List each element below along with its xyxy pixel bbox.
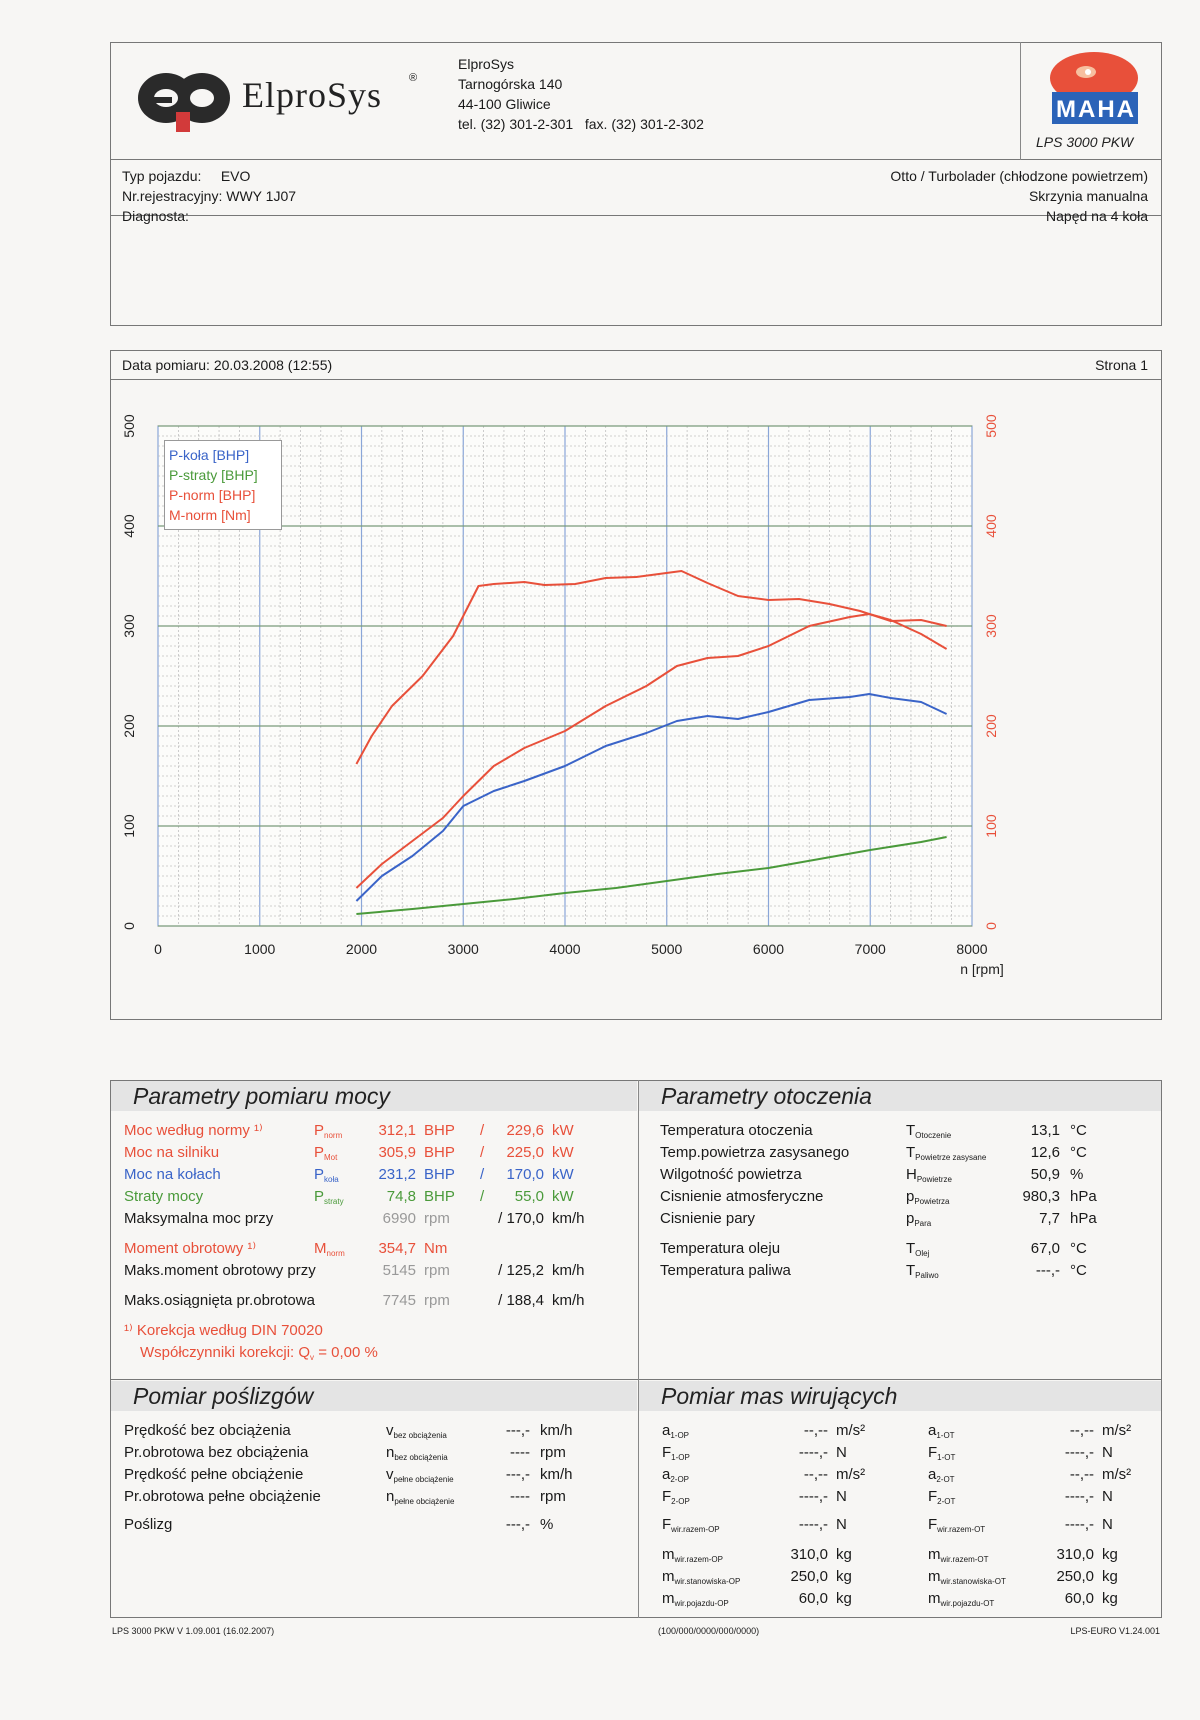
mass-op-row xyxy=(662,1420,912,1441)
power-row-kw-unit: kW xyxy=(552,1188,574,1205)
power-row-label: Moc według normy ¹⁾ xyxy=(124,1122,263,1139)
x-tick-label: 6000 xyxy=(752,941,785,957)
force-op-row xyxy=(662,1514,912,1535)
mass-ot-row-value: --,-- xyxy=(1069,1422,1094,1439)
mass-ot-row-symbol: $F_{1-OT}$ xyxy=(928,1444,956,1462)
force-ot-row-unit: N xyxy=(1102,1516,1113,1533)
slip-row-value: ---- xyxy=(510,1444,530,1461)
ambient-row-value: 13,1 xyxy=(1030,1122,1060,1139)
report-sheet xyxy=(110,42,1162,1636)
footer-center: (100/000/0000/000/0000) xyxy=(658,1626,760,1636)
bench-model: LPS 3000 PKW xyxy=(1036,134,1134,150)
mass-ot-total-row-symbol: $m_{wir.razem-OT}$ xyxy=(928,1546,989,1564)
mass-ot-total-row-symbol-sub: wir.stanowiska-OT xyxy=(940,1577,1006,1586)
slip-row xyxy=(124,1442,624,1463)
max-torque-row-speed-unit: km/h xyxy=(552,1262,585,1279)
power-row-sep: / xyxy=(480,1122,485,1139)
ambient-row xyxy=(660,1186,1150,1207)
power-row xyxy=(124,1164,624,1185)
power-row-kw-unit: kW xyxy=(552,1122,574,1139)
slip-total-row-label: Poślizg xyxy=(124,1516,173,1533)
ambient-row xyxy=(660,1208,1150,1229)
company-tel: tel. (32) 301-2-301 xyxy=(458,116,574,132)
ambient-row-symbol-sub: Powietrze zasysane xyxy=(915,1153,987,1162)
mass-ot-row-unit: m/s² xyxy=(1102,1422,1132,1439)
max-rpm-row-speed: / 188,4 xyxy=(498,1292,544,1309)
max-power-row-rpm-unit: rpm xyxy=(424,1210,450,1227)
power-row-symbol-sub: straty xyxy=(324,1197,344,1206)
slip-row-label: Pr.obrotowa pełne obciążenie xyxy=(124,1488,321,1505)
ambient-row-label: Temperatura paliwa xyxy=(660,1262,791,1279)
power-row-bhp: 74,8 xyxy=(386,1188,416,1205)
slip-row-label: Prędkość bez obciążenia xyxy=(124,1422,291,1439)
x-tick-label: 2000 xyxy=(345,941,378,957)
force-ot-row-symbol: $F_{wir.razem-OT}$ xyxy=(928,1516,986,1534)
force-ot-row xyxy=(928,1514,1178,1535)
y-tick-label-left: 500 xyxy=(121,414,137,438)
power-row-symbol: $P_{straty}$ xyxy=(314,1188,344,1206)
mass-op-row xyxy=(662,1442,912,1463)
mass-op-total-row xyxy=(662,1588,912,1609)
ambient-row-value: 980,3 xyxy=(1022,1188,1060,1205)
mass-ot-row-symbol-sub: 2-OT xyxy=(936,1475,955,1484)
force-op-row-unit: N xyxy=(836,1516,847,1533)
legend-p-kola: P-koła [BHP] xyxy=(169,447,250,463)
ambient-row-symbol: $p_{Powietrza}$ xyxy=(906,1188,950,1206)
logo-text: ElproSys xyxy=(242,75,383,115)
company-street: Tarnogórska 140 xyxy=(458,76,563,92)
mass-ot-row xyxy=(928,1442,1178,1463)
y-tick-label-left: 0 xyxy=(121,922,137,930)
mass-op-row-symbol-sub: 2-OP xyxy=(670,1475,690,1484)
slip-row-symbol: $v_{bez obciążenia}$ xyxy=(386,1422,447,1440)
mass-op-row-unit: m/s² xyxy=(836,1422,866,1439)
power-row-symbol-sub: Mot xyxy=(324,1153,338,1162)
slip-row xyxy=(124,1464,624,1485)
ambient-row xyxy=(660,1142,1150,1163)
mass-ot-row-symbol-sub: 1-OT xyxy=(936,1431,955,1440)
chart-legend xyxy=(164,440,282,530)
slip-row-symbol-sub: pełne obciążenie xyxy=(393,1475,454,1484)
max-rpm-row-rpm-unit: rpm xyxy=(424,1292,450,1309)
x-tick-label: 5000 xyxy=(651,941,683,957)
correction-factor-label: Współczynniki korekcji: Q xyxy=(140,1344,311,1361)
ambient-row-symbol: $T_{Olej}$ xyxy=(906,1240,930,1258)
ambient-row-label: Cisnienie atmosferyczne xyxy=(660,1188,824,1205)
elprosys-logo: ElproSys ® xyxy=(134,64,424,134)
diag-label: Diagnosta: xyxy=(122,208,189,224)
ambient-row xyxy=(660,1260,1150,1281)
y-tick-label-right: 300 xyxy=(983,614,999,638)
mass-ot-row-symbol: $a_{1-OT}$ xyxy=(928,1422,955,1440)
power-row-bhp: 305,9 xyxy=(378,1144,416,1161)
slip-row-symbol-sub: bez obciążenia xyxy=(394,1453,448,1462)
mass-op-total-row-symbol: $m_{wir.stanowiska-OP}$ xyxy=(662,1568,741,1586)
force-op-row-symbol-sub: wir.razem-OP xyxy=(671,1525,720,1534)
slip-row-symbol-sub: pełne obciążenie xyxy=(394,1497,455,1506)
power-row-sep: / xyxy=(480,1188,485,1205)
power-row-sep: / xyxy=(480,1144,485,1161)
mass-ot-row-symbol-sub: 2-OT xyxy=(937,1497,956,1506)
correction-note: ¹⁾ Korekcja według DIN 70020 xyxy=(124,1322,323,1339)
ambient-row-label: Temperatura otoczenia xyxy=(660,1122,813,1139)
slip-row-symbol: $n_{bez obciążenia}$ xyxy=(386,1444,448,1462)
drive-type: Napęd na 4 koła xyxy=(1046,208,1148,224)
ambient-section-title: Parametry otoczenia xyxy=(639,1081,1161,1111)
slip-row xyxy=(124,1486,624,1507)
torque-value: 354,7 xyxy=(378,1240,416,1257)
max-torque-row-rpm-unit: rpm xyxy=(424,1262,450,1279)
ambient-row-unit: °C xyxy=(1070,1262,1087,1279)
ambient-row-unit: °C xyxy=(1070,1144,1087,1161)
mass-ot-row-unit: m/s² xyxy=(1102,1466,1132,1483)
ambient-row-symbol-sub: Para xyxy=(914,1219,932,1228)
ambient-row xyxy=(660,1120,1150,1141)
max-rpm-row-speed-unit: km/h xyxy=(552,1292,585,1309)
mass-op-row-symbol-sub: 1-OP xyxy=(670,1431,690,1440)
slip-row-value: ---- xyxy=(510,1488,530,1505)
torque-label: Moment obrotowy ¹⁾ xyxy=(124,1240,257,1257)
mass-op-row xyxy=(662,1486,912,1507)
power-row-bhp-unit: BHP xyxy=(424,1188,455,1205)
power-row-kw: 55,0 xyxy=(514,1188,544,1205)
mass-op-total-row-symbol-sub: wir.pojazdu-OP xyxy=(674,1599,729,1608)
power-row-bhp: 231,2 xyxy=(378,1166,416,1183)
power-row-symbol-sub: norm xyxy=(324,1131,343,1140)
mass-ot-total-row xyxy=(928,1566,1178,1587)
power-row-symbol: $P_{Mot}$ xyxy=(314,1144,338,1162)
mass-op-row-symbol-sub: 2-OP xyxy=(671,1497,690,1506)
mass-ot-total-row-unit: kg xyxy=(1102,1568,1118,1585)
x-axis-label: n [rpm] xyxy=(960,961,1004,977)
mass-ot-row-unit: N xyxy=(1102,1444,1113,1461)
gearbox-type: Skrzynia manualna xyxy=(1028,188,1148,204)
max-rpm-row xyxy=(124,1290,624,1311)
max-power-row xyxy=(124,1208,624,1229)
mass-ot-total-row-symbol-sub: wir.pojazdu-OT xyxy=(940,1599,995,1608)
max-rpm-row-rpm: 7745 xyxy=(382,1292,416,1309)
power-row-kw: 229,6 xyxy=(506,1122,544,1139)
mass-ot-total-row-symbol: $m_{wir.stanowiska-OT}$ xyxy=(928,1568,1006,1586)
mass-ot-row-symbol: $F_{2-OT}$ xyxy=(928,1488,956,1506)
maha-logo xyxy=(1030,48,1156,156)
ambient-row xyxy=(660,1238,1150,1259)
slip-section-title: Pomiar poślizgów xyxy=(111,1381,637,1411)
mass-ot-row xyxy=(928,1464,1178,1485)
mass-op-row-symbol: $F_{1-OP}$ xyxy=(662,1444,690,1462)
mass-op-total-row-symbol-sub: wir.razem-OP xyxy=(674,1555,723,1564)
max-power-row-speed: / 170,0 xyxy=(498,1210,544,1227)
y-tick-label-right: 100 xyxy=(983,814,999,838)
mass-ot-total-row-value: 250,0 xyxy=(1056,1568,1094,1585)
company-fax: fax. (32) 301-2-302 xyxy=(584,116,704,132)
mass-op-row-unit: m/s² xyxy=(836,1466,866,1483)
footer-left: LPS 3000 PKW V 1.09.001 (16.02.2007) xyxy=(112,1626,275,1636)
y-tick-label-right: 400 xyxy=(983,514,999,538)
slip-row-unit: km/h xyxy=(540,1466,573,1483)
slip-row-value: ---,- xyxy=(505,1466,530,1483)
mass-op-row-symbol-sub: 1-OP xyxy=(671,1453,690,1462)
ambient-row-symbol: $T_{Paliwo}$ xyxy=(906,1262,939,1280)
slip-total-row-unit: % xyxy=(540,1516,554,1533)
power-row-label: Moc na silniku xyxy=(124,1144,220,1161)
slip-total-row-value: ---,- xyxy=(505,1516,530,1533)
slip-row-value: ---,- xyxy=(505,1422,530,1439)
ambient-row-unit: °C xyxy=(1070,1240,1087,1257)
ambient-row-unit: % xyxy=(1070,1166,1084,1183)
torque-unit: Nm xyxy=(424,1240,448,1257)
slip-row xyxy=(124,1420,624,1441)
legend-p-straty: P-straty [BHP] xyxy=(169,467,258,483)
ambient-row-symbol-sub: Otoczenie xyxy=(915,1131,952,1140)
power-row-symbol: $P_{koła}$ xyxy=(314,1166,339,1184)
mass-op-row-value: ----,- xyxy=(798,1444,828,1461)
maha-brand-text: MAHA xyxy=(1056,96,1136,123)
legend-m-norm: M-norm [Nm] xyxy=(169,507,251,523)
x-tick-label: 1000 xyxy=(244,941,276,957)
company-address xyxy=(458,54,704,134)
slip-row-unit: rpm xyxy=(540,1488,566,1505)
mass-op-total-row-unit: kg xyxy=(836,1568,852,1585)
mass-op-total-row-unit: kg xyxy=(836,1546,852,1563)
ambient-row-symbol: $T_{Otoczenie}$ xyxy=(906,1122,952,1140)
mass-op-total-row-symbol: $m_{wir.pojazdu-OP}$ xyxy=(662,1590,729,1608)
mass-ot-total-row xyxy=(928,1544,1178,1565)
y-tick-label-left: 100 xyxy=(121,814,137,838)
mass-op-row-symbol: $F_{2-OP}$ xyxy=(662,1488,690,1506)
mass-op-row-symbol: $a_{2-OP}$ xyxy=(662,1466,690,1484)
mass-op-total-row-value: 310,0 xyxy=(790,1546,828,1563)
power-row-kw-unit: kW xyxy=(552,1166,574,1183)
x-tick-label: 8000 xyxy=(956,941,988,957)
slip-total-row xyxy=(124,1514,624,1535)
mass-op-total-row-value: 60,0 xyxy=(798,1590,828,1607)
power-row-label: Moc na kołach xyxy=(124,1166,221,1183)
footer-right: LPS-EURO V1.24.001 xyxy=(1070,1626,1160,1636)
x-tick-label: 0 xyxy=(154,941,162,957)
correction-factor-value: = 0,00 % xyxy=(314,1344,378,1361)
max-rpm-row-label: Maks.osiągnięta pr.obrotowa xyxy=(124,1292,315,1309)
mass-op-row-value: --,-- xyxy=(803,1422,828,1439)
ambient-row-label: Cisnienie pary xyxy=(660,1210,756,1227)
mass-ot-total-row-value: 310,0 xyxy=(1056,1546,1094,1563)
power-row-bhp-unit: BHP xyxy=(424,1144,455,1161)
reg-value: WWY 1J07 xyxy=(226,188,297,204)
power-row-symbol: $P_{norm}$ xyxy=(314,1122,343,1140)
ambient-row-unit: °C xyxy=(1070,1122,1087,1139)
y-tick-label-right: 0 xyxy=(983,922,999,930)
mass-ot-total-row-value: 60,0 xyxy=(1064,1590,1094,1607)
mass-ot-row-value: --,-- xyxy=(1069,1466,1094,1483)
mass-ot-row xyxy=(928,1420,1178,1441)
max-torque-row-label: Maks.moment obrotowy przy xyxy=(124,1262,316,1279)
power-row xyxy=(124,1142,624,1163)
power-row-symbol-sub: koła xyxy=(324,1175,339,1184)
legend-p-norm: P-norm [BHP] xyxy=(169,487,256,503)
force-op-row-value: ----,- xyxy=(798,1516,828,1533)
max-torque-row xyxy=(124,1260,624,1281)
ambient-row-value: ---,- xyxy=(1035,1262,1060,1279)
reg-label: Nr.rejestracyjny: xyxy=(122,188,223,204)
power-row-kw: 170,0 xyxy=(506,1166,544,1183)
x-tick-label: 7000 xyxy=(854,941,886,957)
slip-row-label: Prędkość pełne obciążenie xyxy=(124,1466,304,1483)
mass-ot-row-symbol: $a_{2-OT}$ xyxy=(928,1466,955,1484)
slip-row-symbol: $v_{pełne obciążenie}$ xyxy=(386,1466,454,1484)
slip-row-symbol-sub: bez obciążenia xyxy=(393,1431,447,1440)
power-row-bhp: 312,1 xyxy=(378,1122,416,1139)
mass-op-row-symbol: $a_{1-OP}$ xyxy=(662,1422,690,1440)
mass-op-row-value: --,-- xyxy=(803,1466,828,1483)
ambient-row-unit: hPa xyxy=(1070,1210,1097,1227)
max-power-row-rpm: 6990 xyxy=(382,1210,416,1227)
ambient-row-value: 50,9 xyxy=(1030,1166,1060,1183)
y-tick-label-left: 400 xyxy=(121,514,137,538)
slip-row-symbol: $n_{pełne obciążenie}$ xyxy=(386,1488,455,1506)
ambient-row-label: Temp.powietrza zasysanego xyxy=(660,1144,850,1161)
slip-row-label: Pr.obrotowa bez obciążenia xyxy=(124,1444,309,1461)
power-row-bhp-unit: BHP xyxy=(424,1122,455,1139)
mass-ot-total-row-unit: kg xyxy=(1102,1546,1118,1563)
mass-ot-total-row-unit: kg xyxy=(1102,1590,1118,1607)
ambient-row-label: Temperatura oleju xyxy=(660,1240,781,1257)
correction-factor xyxy=(140,1342,378,1368)
mass-op-row-unit: N xyxy=(836,1488,847,1505)
mass-ot-row-value: ----,- xyxy=(1064,1488,1094,1505)
ambient-row-symbol-sub: Powietrza xyxy=(914,1197,950,1206)
power-row-label: Straty mocy xyxy=(124,1188,204,1205)
page-number: Strona 1 xyxy=(1095,357,1148,373)
x-tick-label: 3000 xyxy=(447,941,479,957)
ambient-row-symbol-sub: Olej xyxy=(915,1249,930,1258)
max-power-row-speed-unit: km/h xyxy=(552,1210,585,1227)
ambient-row-symbol: $H_{Powietrze}$ xyxy=(906,1166,952,1184)
y-tick-label-left: 300 xyxy=(121,614,137,638)
ambient-row-symbol-sub: Powietrze xyxy=(916,1175,952,1184)
ambient-row-value: 7,7 xyxy=(1039,1210,1060,1227)
correction-factor-sub: v xyxy=(310,1353,315,1362)
mass-op-total-row-symbol-sub: wir.stanowiska-OP xyxy=(674,1577,741,1586)
ambient-row-value: 67,0 xyxy=(1030,1240,1060,1257)
slip-row-unit: rpm xyxy=(540,1444,566,1461)
mass-op-total-row-symbol: $m_{wir.razem-OP}$ xyxy=(662,1546,723,1564)
ambient-row-symbol: $T_{Powietrze zasysane}$ xyxy=(906,1144,987,1162)
power-row xyxy=(124,1120,624,1141)
type-label: Typ pojazdu: xyxy=(122,168,202,184)
mass-op-row-value: ----,- xyxy=(798,1488,828,1505)
power-row-bhp-unit: BHP xyxy=(424,1166,455,1183)
max-torque-row-speed: / 125,2 xyxy=(498,1262,544,1279)
power-row-sep: / xyxy=(480,1166,485,1183)
type-value: EVO xyxy=(220,168,251,184)
mass-ot-row-unit: N xyxy=(1102,1488,1113,1505)
mass-ot-total-row-symbol-sub: wir.razem-OT xyxy=(940,1555,989,1564)
mass-ot-row-symbol-sub: 1-OT xyxy=(937,1453,956,1462)
x-tick-label: 4000 xyxy=(549,941,581,957)
mass-op-total-row xyxy=(662,1544,912,1565)
torque-symbol-sub: norm xyxy=(326,1249,345,1258)
ambient-row xyxy=(660,1164,1150,1185)
company-name: ElproSys xyxy=(458,56,515,72)
force-ot-row-value: ----,- xyxy=(1064,1516,1094,1533)
torque-symbol: $M_{norm}$ xyxy=(314,1240,345,1258)
masses-section-title: Pomiar mas wirujących xyxy=(639,1381,1161,1411)
ambient-row-value: 12,6 xyxy=(1030,1144,1060,1161)
mass-ot-row xyxy=(928,1486,1178,1507)
mass-op-total-row xyxy=(662,1566,912,1587)
mass-ot-total-row xyxy=(928,1588,1178,1609)
y-tick-label-right: 200 xyxy=(983,714,999,738)
y-tick-label-right: 500 xyxy=(983,414,999,438)
slip-row-unit: km/h xyxy=(540,1422,573,1439)
power-row xyxy=(124,1186,624,1207)
notes-box xyxy=(110,216,1162,326)
max-power-row-label: Maksymalna moc przy xyxy=(124,1210,274,1227)
max-torque-row-rpm: 5145 xyxy=(382,1262,416,1279)
ambient-row-label: Wilgotność powietrza xyxy=(660,1166,802,1183)
ambient-row-unit: hPa xyxy=(1070,1188,1097,1205)
power-row-kw-unit: kW xyxy=(552,1144,574,1161)
torque-row xyxy=(124,1238,624,1259)
ambient-row-symbol-sub: Paliwo xyxy=(915,1271,939,1280)
ambient-row-symbol: $p_{Para}$ xyxy=(906,1210,932,1228)
mass-op-row-unit: N xyxy=(836,1444,847,1461)
engine-type: Otto / Turbolader (chłodzone powietrzem) xyxy=(890,168,1148,184)
power-row-kw: 225,0 xyxy=(506,1144,544,1161)
mass-op-row xyxy=(662,1464,912,1485)
company-city: 44-100 Gliwice xyxy=(458,96,551,112)
force-op-row-symbol: $F_{wir.razem-OP}$ xyxy=(662,1516,720,1534)
mass-ot-total-row-symbol: $m_{wir.pojazdu-OT}$ xyxy=(928,1590,995,1608)
y-tick-label-left: 200 xyxy=(121,714,137,738)
force-ot-row-symbol-sub: wir.razem-OT xyxy=(937,1525,986,1534)
mass-ot-row-value: ----,- xyxy=(1064,1444,1094,1461)
measurement-date: Data pomiaru: 20.03.2008 (12:55) xyxy=(122,357,333,373)
mass-op-total-row-value: 250,0 xyxy=(790,1568,828,1585)
power-section-title: Parametry pomiaru mocy xyxy=(111,1081,637,1111)
mass-op-total-row-unit: kg xyxy=(836,1590,852,1607)
